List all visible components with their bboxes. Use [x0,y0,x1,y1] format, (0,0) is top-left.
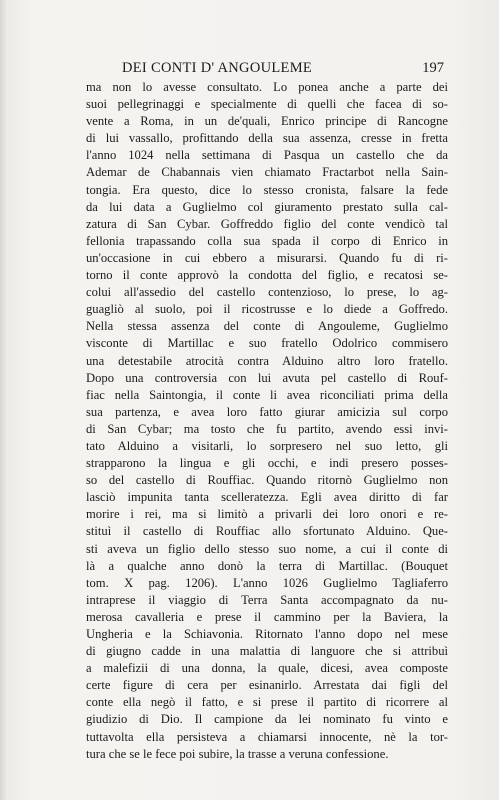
text-line: certe figure di cera per esinanirlo. Arrestata dai figli del [86,678,448,693]
text-line: da lui data a Guglielmo col giuramento prestato sulla cal- [86,199,448,214]
text-line: tuttavolta ella persisteva a chiamarsi innocente, nè la tor- [86,729,448,744]
text-line: suoi pellegrinaggi e specialmente di quelli che facea di so- [86,97,448,112]
text-line: strapparono la lingua e gli occhi, e indi presero posses- [86,456,448,471]
text-line: morire i rei, ma si limitò a privarli dei loro onori e re- [86,507,448,522]
text-line: tato Alduino a visitarli, lo sorpresero nel suo letto, gli [86,438,448,453]
text-line: ma non lo avesse consultato. Lo ponea anche a parte dei [86,80,448,94]
page-number: 197 [422,60,444,76]
text-line: Dopo una controversia con lui avuta pel castello di Rouf- [86,370,448,385]
binding-gutter [0,0,8,800]
text-line: fellonia trapassando colla sua spada il corpo di Enrico in [86,233,448,248]
page-header [110,60,444,76]
text-line: di giugno cadde in una malattia di languore che si attribuì [86,644,448,659]
text-line: tongia. Era questo, dice lo stesso cronista, falsare la fede [86,182,448,197]
text-line: vente a Roma, in un de'quali, Enrico principe di Rancogne [86,114,448,129]
text-line: una detestabile atrocità contra Alduino altro loro fratello. [86,353,448,368]
text-line: intraprese il viaggio di Terra Santa accompagnato da nu- [86,592,448,607]
text-line: di lui vassallo, profittando della sua assenza, cresse in fretta [86,131,448,146]
text-line: stituì il castello di Rouffiac allo sfortunato Alduino. Que- [86,524,448,539]
text-line: conte ella negò il fatto, e si prese il partito di ricorrere al [86,695,448,710]
text-line: Ademar de Chabannais vien chiamato Fractarbot nella Sain- [86,165,448,180]
text-line: zatura di San Cybar. Goffreddo figlio del conte vendicò tal [86,216,448,231]
text-line: so del castello di Rouffiac. Quando ritornò Guglielmo non [86,473,448,488]
text-line: merosa cavalleria e prese il cammino per la Baviera, la [86,609,448,624]
text-line: Nella stessa assenza del conte di Angouleme, Guglielmo [86,319,448,334]
body-paragraph [86,79,448,763]
text-line: tura che se le fece poi subire, la trasse a veruna confessione. [86,746,389,761]
text-line: torno il conte approvò la condotta del figlio, e recatosi se- [86,268,448,283]
text-line: a malefizii di una donna, la quale, dicesi, avea composte [86,661,448,676]
text-line: fiac nella Saintongia, il conte li avea riconciliati prima della [86,387,448,402]
text-line: tom. X pag. 1206). L'anno 1026 Guglielmo Tagliaferro [86,575,448,590]
text-line: l'anno 1024 nella settimana di Pasqua un castello che da [86,148,448,163]
text-line: là a qualche anno donò la terra di Martillac. (Bouquet [86,558,448,573]
text-line: sua partenza, e avea loro fatto giurar amicizia sul corpo [86,404,448,419]
text-line: giudizio di Dio. Il campione da lei nominato fu vinto e [86,712,448,727]
text-line: visconte di Martillac e suo fratello Odolrico commisero [86,336,448,351]
text-line: guagliò al suolo, poi il ricostrusse e lo diede a Goffredo. [86,302,448,317]
text-line: di San Cybar; ma tosto che fu partito, avendo essi invi- [86,421,448,436]
text-line: sti aveva un figlio dello stesso suo nome, a cui il conte di [86,541,448,556]
running-title: DEI CONTI D' ANGOULEME [122,60,313,76]
text-line: un'occasione in cui ebbero a misurarsi. Quando fu di ri- [86,250,448,265]
text-line: Ungheria e la Schiavonia. Ritornato l'anno dopo nel mese [86,627,448,641]
text-line: lasciò impunita tanta scelleratezza. Egli avea diritto di far [86,490,448,505]
text-line: colui all'assedio del castello contenzioso, lo prese, lo ag- [86,285,448,300]
